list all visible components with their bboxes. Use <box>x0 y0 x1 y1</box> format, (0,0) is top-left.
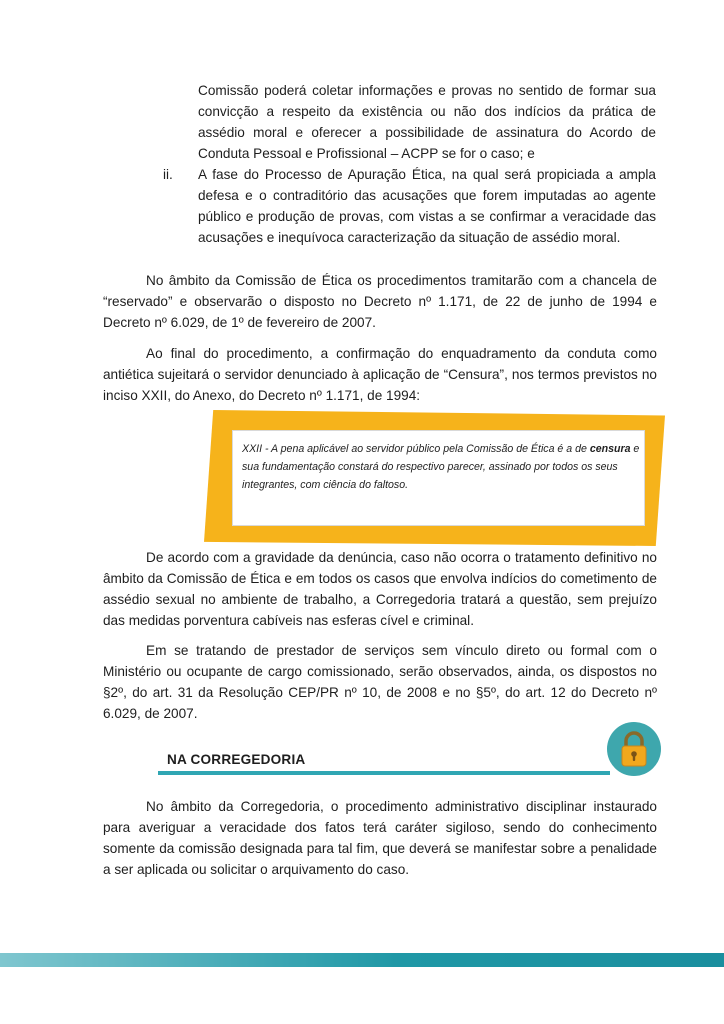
padlock-icon <box>607 722 661 776</box>
section-underline <box>158 771 610 775</box>
list-numeral: ii. <box>163 167 173 182</box>
quote-text <box>242 440 642 494</box>
quote-text-before: XXII - A pena aplicável ao servidor público pela Comissão de Ética é a de <box>242 443 590 455</box>
list-item-text: A fase do Processo de Apuração Ética, na qual será propiciada a ampla defesa e o contraditório das acusações que forem imputadas ao agente público e produção de provas, com vistas a se confirmar a veracidade das acusações e inequívoca caracterização da situação de assédio moral. <box>198 167 656 245</box>
paragraph-censura: Ao final do procedimento, a confirmação do enquadramento da conduta como antiética sujeitará o servidor denunciado à aplicação de “Censura”, nos termos previstos no inciso XXII, do Anexo, do Decreto nº 1.171, de 1994: <box>103 346 657 403</box>
quote-text-after: e sua fundamentação constará do respectivo parecer, assinado por todos os seus integrantes, com ciência do faltoso. <box>242 443 640 491</box>
section-heading: NA CORREGEDORIA <box>167 752 306 767</box>
quote-text-bold: censura <box>589 443 631 455</box>
padlock-icon-graphic <box>607 722 661 776</box>
paragraph-gravidade: De acordo com a gravidade da denúncia, caso não ocorra o tratamento definitivo no âmbito da Comissão de Ética e em todos os casos que envolva indícios do cometimento de assédio sexual no ambiente de trabalho, a Corregedoria tratará a questão, sem prejuízo das medidas porventura cabíveis nas esferas cível e criminal. <box>103 550 657 628</box>
paragraph-corregedoria: No âmbito da Corregedoria, o procedimento administrativo disciplinar instaurado para averiguar a veracidade dos fatos terá caráter sigiloso, sendo do conhecimento somente da comissão designada para tal fim, que deverá se manifestar sobre a penalidade a ser aplicada ou solicitar o arquivamento do caso. <box>103 799 657 877</box>
paragraph-reservado: No âmbito da Comissão de Ética os procedimentos tramitarão com a chancela de “reservado” e observarão o disposto no Decreto nº 1.171, de 22 de junho de 1994 e Decreto nº 6.029, de 1º de fevereiro de 2007. <box>103 273 657 330</box>
list-item-ii <box>163 164 656 248</box>
paragraph-prestador: Em se tratando de prestador de serviços sem vínculo direto ou formal com o Ministério ou ocupante de cargo comissionado, serão observados, ainda, os dispostos no §2º, do art. 31 da Resolução CEP/PR nº 10, de 2008 e no §5º, do art. 12 do Decreto nº 6.029, de 2007. <box>103 643 657 721</box>
continuation-paragraph: Comissão poderá coletar informações e provas no sentido de formar sua convicção a respeito da existência ou não dos indícios da prática de assédio moral e oferecer a possibilidade de assinatura do Acordo de Conduta Pessoal e Profissional – ACPP se for o caso; e <box>198 83 656 161</box>
footer-band <box>0 953 724 967</box>
quote-box <box>204 410 665 546</box>
